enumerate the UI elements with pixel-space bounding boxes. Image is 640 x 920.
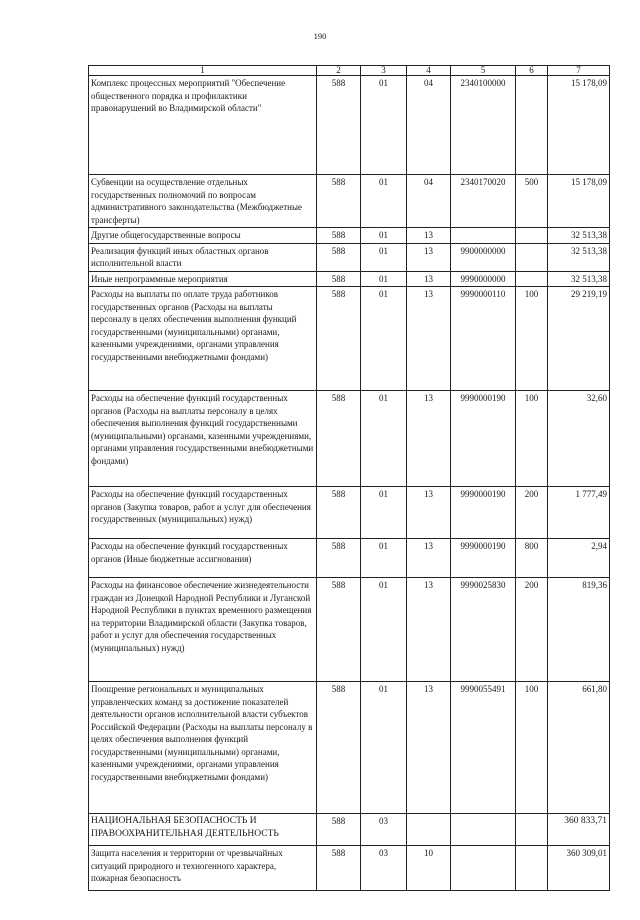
row-rz: 01: [361, 682, 407, 814]
row-pr: 13: [407, 228, 451, 244]
row-csr: [451, 846, 516, 891]
row-sum: 32 513,38: [548, 271, 610, 287]
row-sum: 819,36: [548, 578, 610, 682]
row-vr: [516, 271, 548, 287]
row-vr: [516, 76, 548, 175]
table-row: [89, 487, 610, 539]
row-pr: 04: [407, 175, 451, 228]
row-pr: 13: [407, 539, 451, 578]
row-sum: 32 513,38: [548, 243, 610, 271]
row-pr: [407, 814, 451, 846]
row-sum: 360 309,01: [548, 846, 610, 891]
row-rz: 01: [361, 578, 407, 682]
column-header: 6: [516, 66, 548, 76]
row-ved: 588: [317, 391, 361, 487]
row-vr: 500: [516, 175, 548, 228]
row-vr: 200: [516, 487, 548, 539]
row-ved: 588: [317, 243, 361, 271]
row-sum: 1 777,49: [548, 487, 610, 539]
row-ved: 588: [317, 578, 361, 682]
row-name: НАЦИОНАЛЬНАЯ БЕЗОПАСНОСТЬ И ПРАВООХРАНИТЕЛЬНАЯ ДЕЯТЕЛЬНОСТЬ: [89, 814, 317, 846]
row-rz: 01: [361, 243, 407, 271]
page-number: 190: [313, 31, 327, 41]
row-vr: 100: [516, 391, 548, 487]
table-header-row: [89, 66, 610, 76]
table-row: [89, 271, 610, 287]
row-rz: 03: [361, 814, 407, 846]
row-vr: [516, 846, 548, 891]
row-ved: 588: [317, 487, 361, 539]
row-csr: 9990000110: [451, 287, 516, 391]
row-rz: 01: [361, 175, 407, 228]
row-name: Расходы на обеспечение функций государственных органов (Расходы на выплаты персоналу в целях обеспечения выполнения функций государственными (муниципальными) органами, казенными учреждениями, органами управления государственными внебюджетными фондами): [89, 391, 317, 487]
row-sum: 32,60: [548, 391, 610, 487]
row-name: Другие общегосударственные вопросы: [89, 228, 317, 244]
row-sum: 2,94: [548, 539, 610, 578]
row-rz: 01: [361, 228, 407, 244]
row-name: Комплекс процессных мероприятий "Обеспечение общественного порядка и профилактики правонарушений во Владимирской области": [89, 76, 317, 175]
table-row: [89, 243, 610, 271]
column-header: 4: [407, 66, 451, 76]
table-row: [89, 228, 610, 244]
row-csr: 9900000000: [451, 243, 516, 271]
row-name: Иные непрограммные мероприятия: [89, 271, 317, 287]
row-pr: 10: [407, 846, 451, 891]
row-ved: 588: [317, 846, 361, 891]
row-csr: 2340100000: [451, 76, 516, 175]
table-row: [89, 578, 610, 682]
row-name: Расходы на финансовое обеспечение жизнедеятельности граждан из Донецкой Народной Республики и Луганской Народной Республики в пунктах временного размещения на территории Владимирской области (Закупка товаров, работ и услуг для обеспечения государственных (муниципальных) нужд): [89, 578, 317, 682]
row-sum: 32 513,38: [548, 228, 610, 244]
column-header: 1: [89, 66, 317, 76]
row-csr: 9990000190: [451, 539, 516, 578]
row-vr: [516, 228, 548, 244]
row-name: Расходы на обеспечение функций государственных органов (Закупка товаров, работ и услуг для обеспечения государственных (муниципальных) нужд): [89, 487, 317, 539]
row-ved: 588: [317, 271, 361, 287]
row-sum: 661,80: [548, 682, 610, 814]
row-rz: 01: [361, 539, 407, 578]
row-csr: 2340170020: [451, 175, 516, 228]
row-csr: 9990055491: [451, 682, 516, 814]
row-name: Субвенции на осуществление отдельных государственных полномочий по вопросам административного законодательства (Межбюджетные трансферты): [89, 175, 317, 228]
table-row: [89, 391, 610, 487]
row-rz: 01: [361, 391, 407, 487]
table-row: [89, 814, 610, 846]
row-ved: 588: [317, 76, 361, 175]
table-row: [89, 76, 610, 175]
row-ved: 588: [317, 287, 361, 391]
row-vr: [516, 814, 548, 846]
row-pr: 13: [407, 287, 451, 391]
table-row: [89, 175, 610, 228]
row-sum: 360 833,71: [548, 814, 610, 846]
table-row: [89, 287, 610, 391]
row-csr: 9990000000: [451, 271, 516, 287]
row-sum: 15 178,09: [548, 76, 610, 175]
row-pr: 13: [407, 271, 451, 287]
row-sum: 15 178,09: [548, 175, 610, 228]
row-vr: 200: [516, 578, 548, 682]
row-name: Реализация функций иных областных органов исполнительной власти: [89, 243, 317, 271]
row-rz: 01: [361, 487, 407, 539]
row-ved: 588: [317, 814, 361, 846]
row-rz: 03: [361, 846, 407, 891]
row-pr: 13: [407, 487, 451, 539]
row-csr: [451, 228, 516, 244]
row-pr: 13: [407, 243, 451, 271]
row-rz: 01: [361, 271, 407, 287]
row-pr: 13: [407, 578, 451, 682]
row-rz: 01: [361, 76, 407, 175]
table-row: [89, 846, 610, 891]
row-ved: 588: [317, 539, 361, 578]
row-csr: 9990000190: [451, 391, 516, 487]
row-ved: 588: [317, 682, 361, 814]
table-row: [89, 539, 610, 578]
row-name: Защита населения и территории от чрезвычайных ситуаций природного и техногенного характера, пожарная безопасность: [89, 846, 317, 891]
column-header: 7: [548, 66, 610, 76]
row-pr: 13: [407, 391, 451, 487]
row-name: Поощрение региональных и муниципальных управленческих команд за достижение показателей деятельности органов исполнительной власти субъектов Российской Федерации (Расходы на выплаты персоналу в целях обеспечения выполнения функций государственными (муниципальными) органами, казенными учреждениями, органами управления государственными внебюджетными фондами): [89, 682, 317, 814]
budget-table: [88, 65, 610, 891]
row-pr: 13: [407, 682, 451, 814]
row-name: Расходы на обеспечение функций государственных органов (Иные бюджетные ассигнования): [89, 539, 317, 578]
column-header: 3: [361, 66, 407, 76]
row-csr: [451, 814, 516, 846]
row-vr: [516, 243, 548, 271]
row-vr: 100: [516, 682, 548, 814]
table-row: [89, 682, 610, 814]
row-ved: 588: [317, 175, 361, 228]
row-name: Расходы на выплаты по оплате труда работников государственных органов (Расходы на выплаты персоналу в целях обеспечения выполнения функций государственными (муниципальными) органами, казенными учреждениями, органами управления государственными внебюджетными фондами): [89, 287, 317, 391]
column-header: 2: [317, 66, 361, 76]
column-header: 5: [451, 66, 516, 76]
row-csr: 9990025830: [451, 578, 516, 682]
row-vr: 100: [516, 287, 548, 391]
row-rz: 01: [361, 287, 407, 391]
row-sum: 29 219,19: [548, 287, 610, 391]
row-vr: 800: [516, 539, 548, 578]
row-pr: 04: [407, 76, 451, 175]
row-csr: 9990000190: [451, 487, 516, 539]
row-ved: 588: [317, 228, 361, 244]
